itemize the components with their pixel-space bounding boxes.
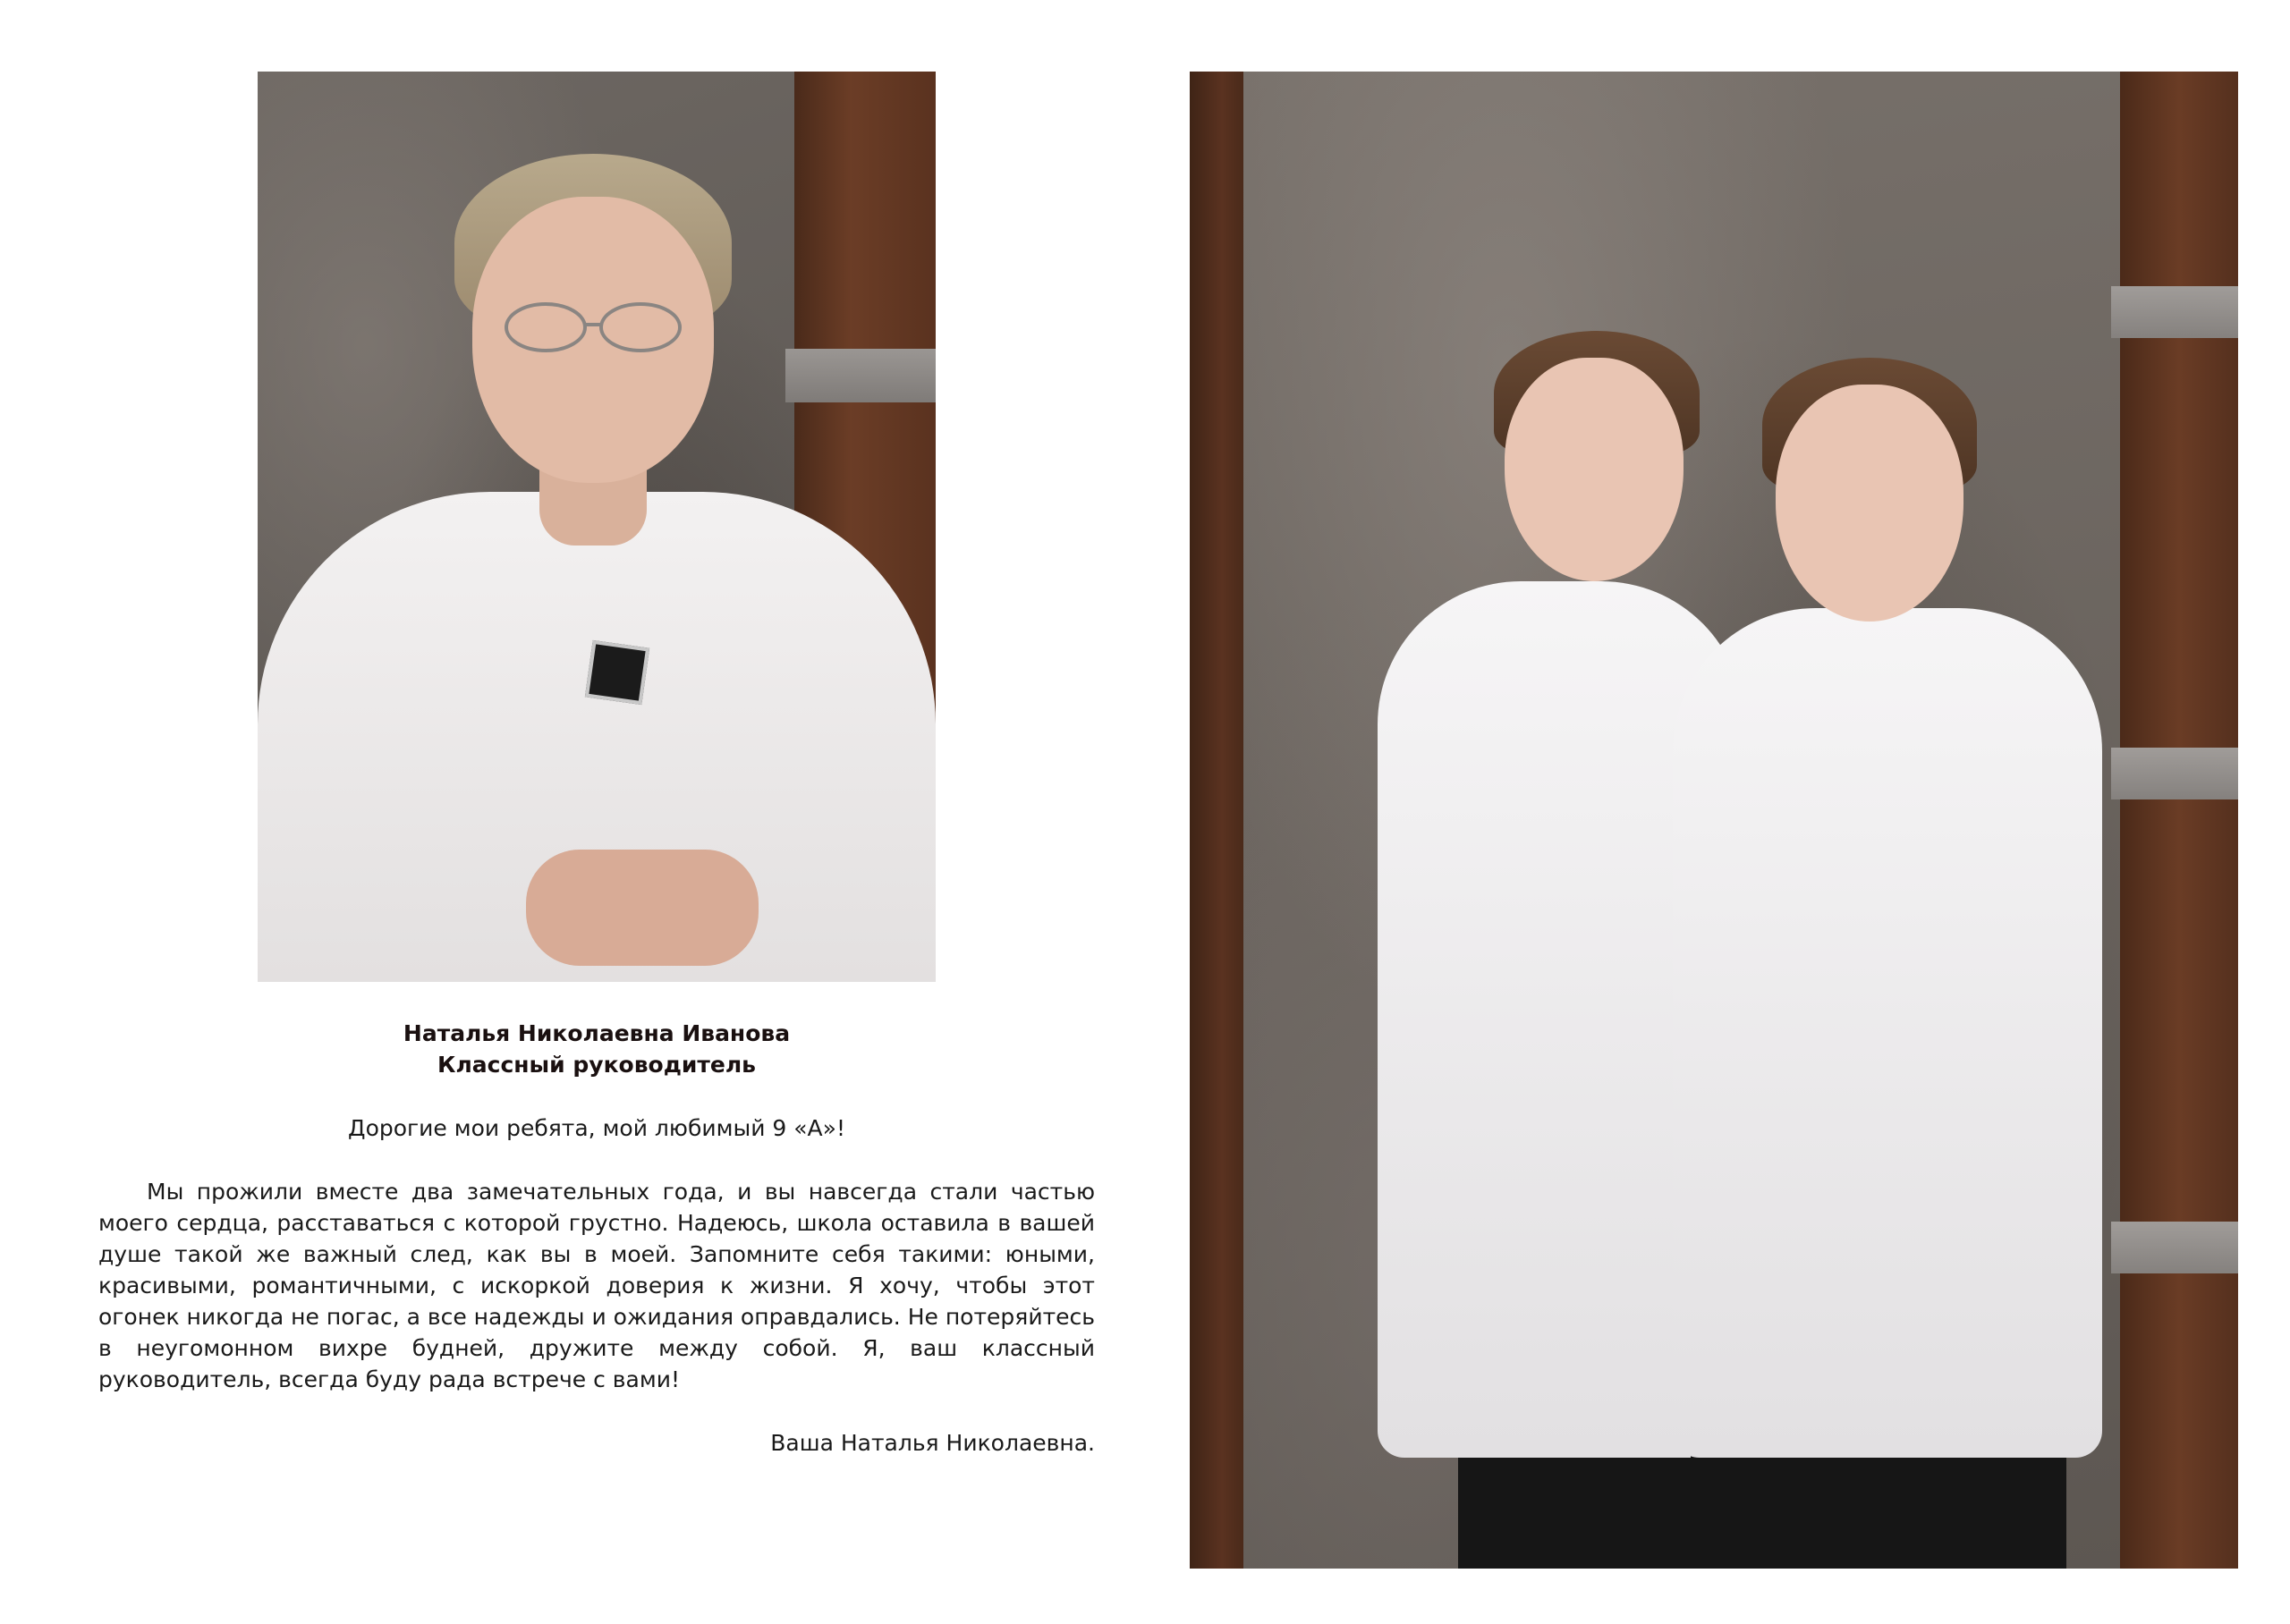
teacher-folded-hands [526,850,759,966]
students-photo [1190,72,2238,1569]
letter-signature: Ваша Наталья Николаевна. [770,1430,1095,1456]
pendant-necklace [585,640,649,705]
metal-trim [2111,748,2238,799]
metal-trim [785,349,936,402]
letter-body: Мы прожили вместе два замечательных года, и вы навсегда стали частью моего сердца, расставаться с которой грустно. Надеюсь, школа оставила в вашей душе такой же важный след, как вы в моей. Запомните себя такими: юными, красивыми, романтичными, с искоркой доверия к жизни. Я хочу, чтобы этот огонек никогда не погас, а все надежды и ожидания оправдались. Не потеряйтесь в неугомонном вихре будней, дружите между собой. Я, ваш классный руководитель, всегда буду рада встрече с вами! [98,1179,1095,1392]
teacher-role: Классный руководитель [437,1052,756,1078]
white-shirt [1673,608,2102,1458]
teacher-portrait-photo [258,72,936,982]
metal-trim [2111,1222,2238,1273]
student-face [1776,385,1963,622]
letter-greeting: Дорогие мои ребята, мой любимый 9 «А»! [348,1115,845,1141]
teacher-letter [98,1018,1095,1459]
metal-trim [2111,286,2238,338]
glasses-icon [499,300,687,355]
teacher-name: Наталья Николаевна Иванова [403,1020,791,1046]
wood-panel-left [1190,72,1243,1569]
student-face [1505,358,1684,581]
